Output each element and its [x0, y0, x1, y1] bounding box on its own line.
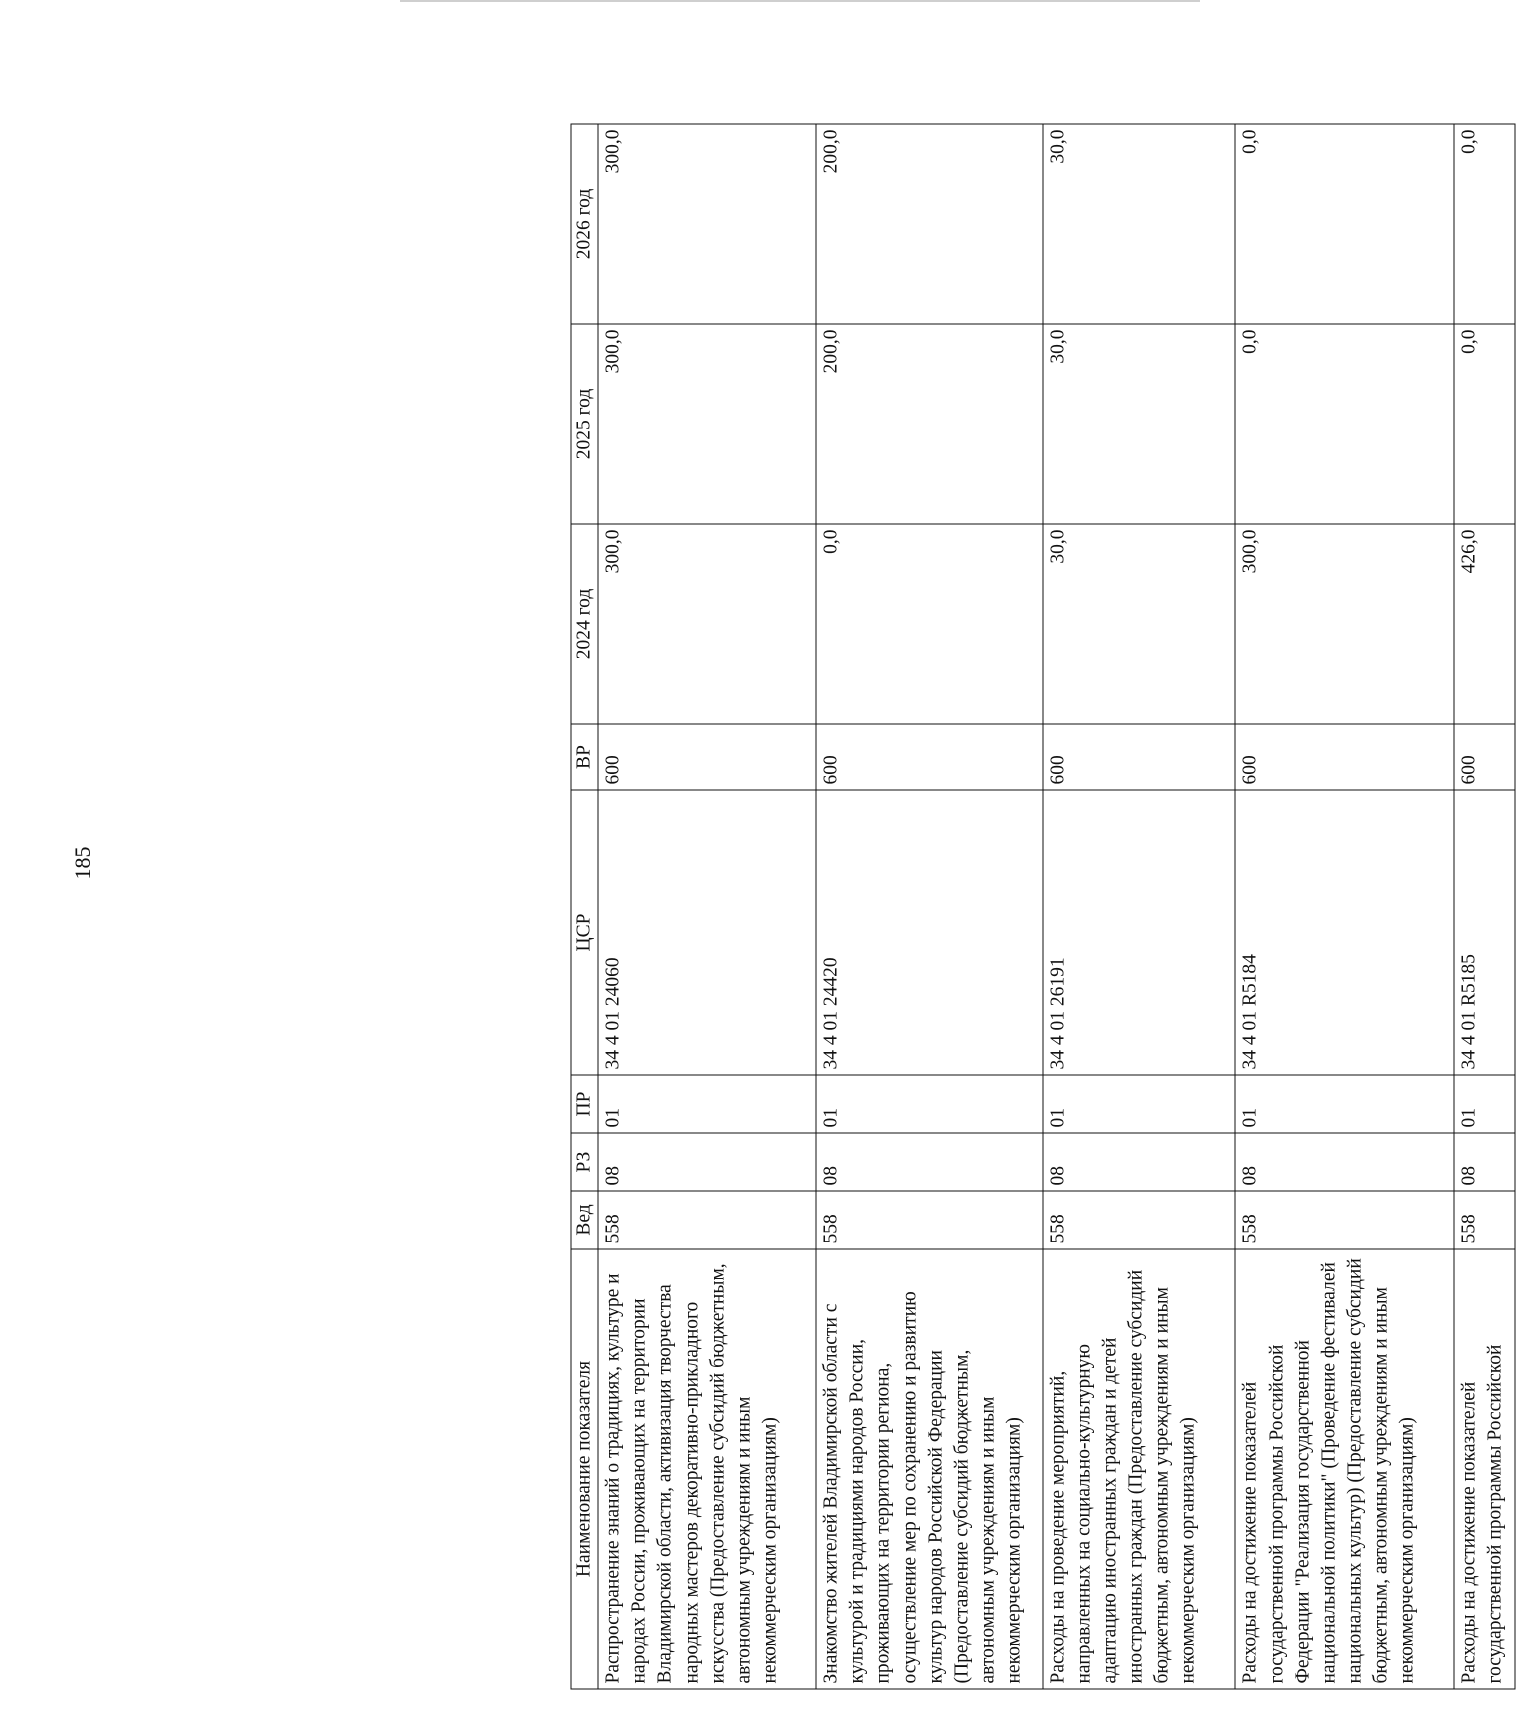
table-row	[816, 124, 1043, 1689]
header-csr: ЦСР	[571, 790, 598, 1075]
scan-top-rule	[400, 0, 1200, 2]
cell-ved: 558	[598, 1191, 816, 1249]
cell-csr: 34 4 01 24060	[598, 790, 816, 1075]
cell-rz: 08	[1454, 1133, 1515, 1191]
cell-rz: 08	[1043, 1133, 1236, 1191]
cell-ved: 558	[1235, 1191, 1453, 1249]
budget-table	[571, 124, 1516, 1690]
cell-ved: 558	[1043, 1191, 1236, 1249]
cell-vr: 600	[1235, 724, 1453, 790]
cell-2025: 0,0	[1454, 324, 1515, 524]
cell-2024: 0,0	[816, 524, 1043, 724]
cell-ved: 558	[816, 1191, 1043, 1249]
cell-name: Расходы на проведение мероприятий, направленных на социально-культурную адаптацию иностранных граждан и детей иностранных граждан (Предоставление субсидий бюджетным, автономным учреждениям и иным некоммерческим организациям)	[1043, 1249, 1236, 1689]
cell-vr: 600	[1043, 724, 1236, 790]
cell-vr: 600	[1454, 724, 1515, 790]
cell-2026: 0,0	[1235, 124, 1453, 324]
cell-2024: 30,0	[1043, 524, 1236, 724]
header-pr: ПР	[571, 1075, 598, 1133]
cell-2026: 200,0	[816, 124, 1043, 324]
cell-csr: 34 4 01 26191	[1043, 790, 1236, 1075]
cell-pr: 01	[1454, 1075, 1515, 1133]
cell-csr: 34 4 01 R5185	[1454, 790, 1515, 1075]
cell-name: Расходы на достижение показателей государственной программы Российской	[1454, 1249, 1515, 1689]
cell-2024: 426,0	[1454, 524, 1515, 724]
cell-pr: 01	[598, 1075, 816, 1133]
header-2025: 2025 год	[571, 324, 598, 524]
header-vr: ВР	[571, 724, 598, 790]
table-row	[1454, 124, 1515, 1689]
cell-2026: 0,0	[1454, 124, 1515, 324]
cell-2024: 300,0	[598, 524, 816, 724]
cell-2025: 0,0	[1235, 324, 1453, 524]
cell-2026: 30,0	[1043, 124, 1236, 324]
page-number: 185	[70, 846, 95, 880]
header-ved: Вед	[571, 1191, 598, 1249]
header-rz: РЗ	[571, 1133, 598, 1191]
header-name: Наименование показателя	[571, 1249, 598, 1689]
cell-rz: 08	[598, 1133, 816, 1191]
cell-name: Расходы на достижение показателей государственной программы Российской Федерации "Реализация государственной национальной политики" (Проведение фестивалей национальных культур) (Предоставление субсидий бюджетным, автономным учреждениям и иным некоммерческим организациям)	[1235, 1249, 1453, 1689]
cell-csr: 34 4 01 24420	[816, 790, 1043, 1075]
cell-ved: 558	[1454, 1191, 1515, 1249]
cell-2026: 300,0	[598, 124, 816, 324]
cell-name: Знакомство жителей Владимирской области с культурой и традициями народов России, проживающих на территории региона, осуществление мер по сохранению и развитию культур народов Российской Федерации (Предоставление субсидий бюджетным, автономным учреждениям и иным некоммерческим организациям)	[816, 1249, 1043, 1689]
cell-pr: 01	[1043, 1075, 1236, 1133]
cell-vr: 600	[816, 724, 1043, 790]
cell-name: Распространение знаний о традициях, культуре и народах России, проживающих на территории Владимирской области, активизация творчества народных мастеров декоративно-прикладного искусства (Предоставление субсидий бюджетным, автономным учреждениям и иным некоммерческим организациям)	[598, 1249, 816, 1689]
cell-vr: 600	[598, 724, 816, 790]
cell-csr: 34 4 01 R5184	[1235, 790, 1453, 1075]
cell-rz: 08	[816, 1133, 1043, 1191]
cell-2024: 300,0	[1235, 524, 1453, 724]
table-header-row	[571, 124, 598, 1689]
table-row	[1043, 124, 1236, 1689]
header-2026: 2026 год	[571, 124, 598, 324]
header-2024: 2024 год	[571, 524, 598, 724]
cell-pr: 01	[1235, 1075, 1453, 1133]
cell-pr: 01	[816, 1075, 1043, 1133]
cell-2025: 300,0	[598, 324, 816, 524]
cell-2025: 30,0	[1043, 324, 1236, 524]
table-row	[1235, 124, 1453, 1689]
cell-2025: 200,0	[816, 324, 1043, 524]
table-container	[571, 125, 1516, 1690]
table-row	[598, 124, 816, 1689]
cell-rz: 08	[1235, 1133, 1453, 1191]
